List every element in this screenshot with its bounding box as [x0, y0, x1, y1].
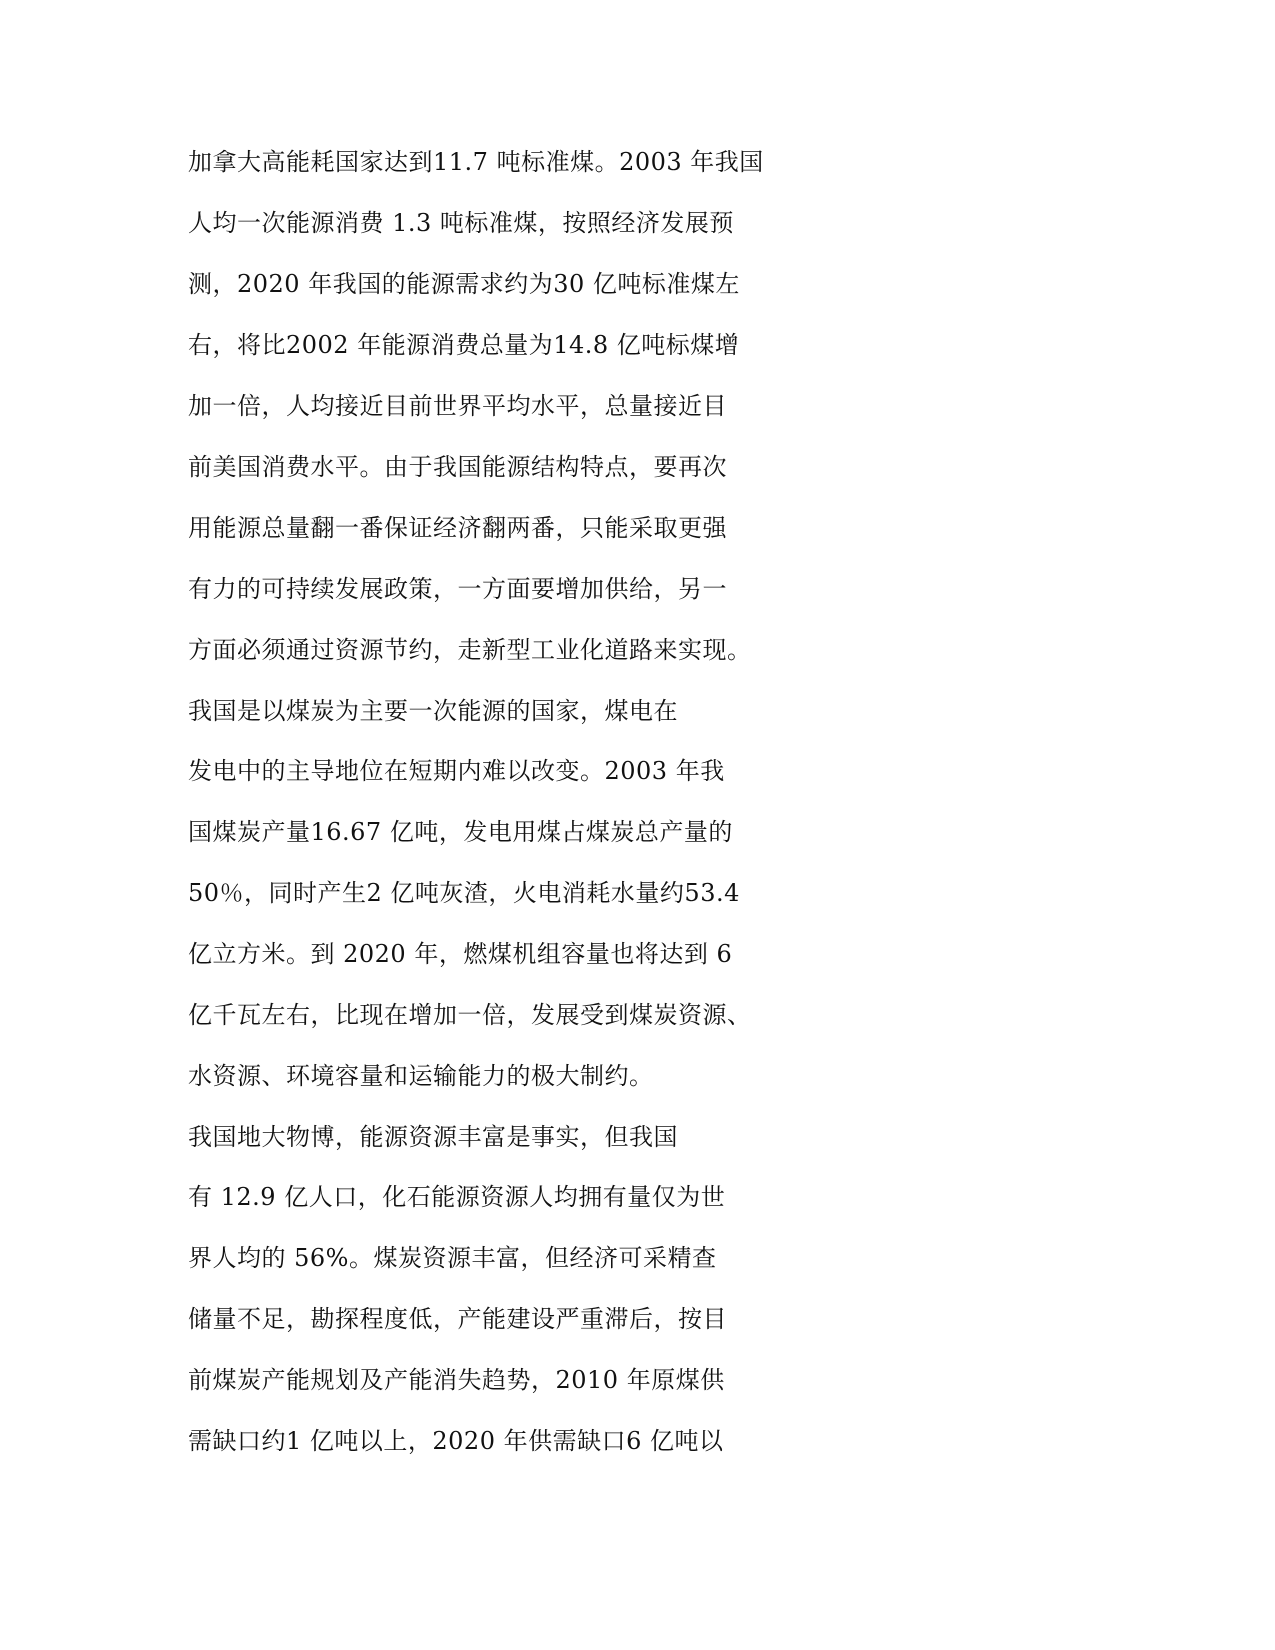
text-line: 加一倍，人均接近目前世界平均水平，总量接近目 — [188, 392, 727, 420]
text-line: 前煤炭产能规划及产能消失趋势，2010 年原煤供 — [188, 1366, 725, 1394]
text-line: 有力的可持续发展政策，一方面要增加供给，另一 — [188, 575, 727, 603]
text-line: 亿立方米。到 2020 年，燃煤机组容量也将达到 6 — [188, 940, 733, 968]
text-line: 国煤炭产量16.67 亿吨，发电用煤占煤炭总产量的 — [188, 818, 733, 846]
text-line: 亿千瓦左右，比现在增加一倍，发展受到煤炭资源、 — [188, 1001, 752, 1029]
text-line: 界人均的 56%。煤炭资源丰富，但经济可采精查 — [188, 1244, 717, 1272]
text-line: 发电中的主导地位在短期内难以改变。2003 年我 — [188, 757, 725, 785]
text-line: 右，将比2002 年能源消费总量为14.8 亿吨标煤增 — [188, 331, 740, 359]
text-line: 50％，同时产生2 亿吨灰渣，火电消耗水量约53.4 — [188, 879, 740, 907]
text-line: 方面必须通过资源节约，走新型工业化道路来实现。 — [188, 636, 752, 664]
text-line: 用能源总量翻一番保证经济翻两番，只能采取更强 — [188, 514, 727, 542]
text-line: 水资源、环境容量和运输能力的极大制约。 — [188, 1062, 654, 1090]
text-line: 我国是以煤炭为主要一次能源的国家，煤电在 — [188, 697, 678, 725]
body-text — [188, 142, 768, 1482]
text-line: 前美国消费水平。由于我国能源结构特点，要再次 — [188, 453, 727, 481]
text-line: 储量不足，勘探程度低，产能建设严重滞后，按目 — [188, 1305, 727, 1333]
text-line: 测，2020 年我国的能源需求约为30 亿吨标准煤左 — [188, 270, 740, 298]
text-line: 加拿大高能耗国家达到11.7 吨标准煤。2003 年我国 — [188, 148, 764, 176]
text-line: 需缺口约1 亿吨以上，2020 年供需缺口6 亿吨以 — [188, 1427, 724, 1455]
text-line: 有 12.9 亿人口，化石能源资源人均拥有量仅为世 — [188, 1183, 726, 1211]
text-line: 我国地大物博，能源资源丰富是事实，但我国 — [188, 1123, 678, 1151]
text-line: 人均一次能源消费 1.3 吨标准煤，按照经济发展预 — [188, 209, 734, 237]
